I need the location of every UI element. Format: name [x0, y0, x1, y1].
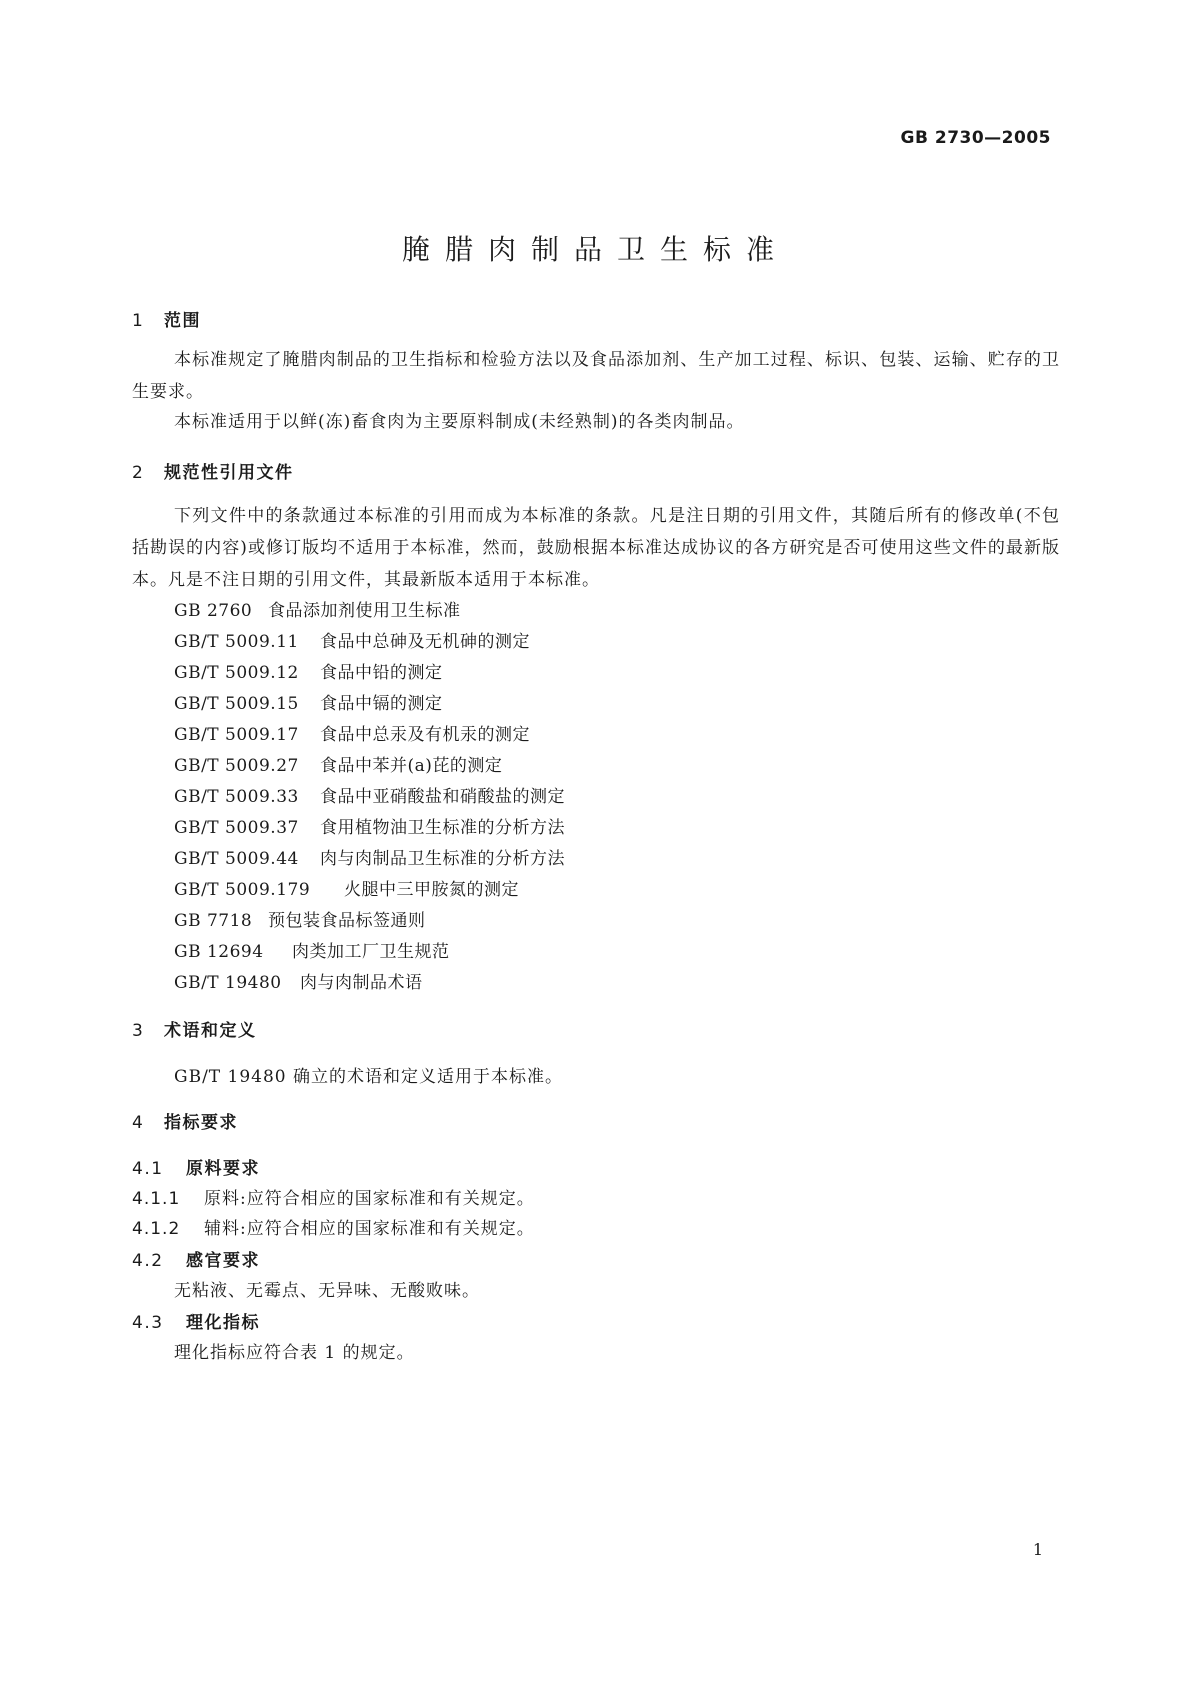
- section-number: 4: [132, 1113, 145, 1133]
- subsection-title: 原料要求: [186, 1159, 260, 1179]
- reference-code: GB/T 5009.11: [174, 632, 299, 652]
- reference-code: GB/T 5009.27: [174, 756, 299, 776]
- reference-item: [174, 627, 530, 652]
- reference-item: [174, 751, 502, 776]
- reference-title: 肉与肉制品卫生标准的分析方法: [320, 849, 565, 869]
- subsection-number: 4.2: [132, 1251, 164, 1271]
- subsection-title: 感官要求: [186, 1251, 260, 1271]
- reference-code: GB/T 5009.15: [174, 694, 299, 714]
- subsection-number: 4.3: [132, 1313, 164, 1333]
- standard-code: GB 2730—2005: [900, 128, 1051, 148]
- reference-item: [174, 782, 565, 807]
- section-number: 1: [132, 311, 145, 331]
- reference-code: GB 12694: [174, 942, 264, 962]
- clause-text: 辅料:应符合相应的国家标准和有关规定。: [204, 1219, 535, 1239]
- reference-item: [174, 813, 565, 838]
- clause-number: 4.1.2: [132, 1219, 181, 1239]
- reference-title: 火腿中三甲胺氮的测定: [344, 880, 519, 900]
- section-3-heading: [132, 1016, 257, 1041]
- reference-item: [174, 937, 450, 962]
- reference-title: 预包装食品标签通则: [268, 911, 426, 931]
- reference-title: 食品中镉的测定: [320, 694, 443, 714]
- reference-title: 肉与肉制品术语: [300, 973, 423, 993]
- section-title: 指标要求: [164, 1113, 238, 1133]
- section-3-paragraph-1: GB/T 19480 确立的术语和定义适用于本标准。: [174, 1067, 564, 1087]
- clause-number: 4.1.1: [132, 1189, 181, 1209]
- reference-item: [174, 689, 443, 714]
- section-4-2-text: 无粘液、无霉点、无异味、无酸败味。: [174, 1281, 480, 1301]
- section-1-heading: [132, 306, 201, 331]
- subsection-title: 理化指标: [186, 1313, 260, 1333]
- reference-code: GB/T 5009.12: [174, 663, 299, 683]
- section-title: 范围: [164, 311, 201, 331]
- reference-item: [174, 658, 443, 683]
- reference-code: GB/T 5009.17: [174, 725, 299, 745]
- reference-item: [174, 875, 519, 900]
- reference-item: [174, 906, 426, 931]
- section-1-paragraph-2: 本标准适用于以鲜(冻)畜食肉为主要原料制成(未经熟制)的各类肉制品。: [174, 412, 745, 432]
- reference-title: 食品中总汞及有机汞的测定: [320, 725, 530, 745]
- reference-item: [174, 968, 423, 993]
- section-4-3-heading: [132, 1308, 260, 1333]
- reference-code: GB/T 5009.33: [174, 787, 299, 807]
- reference-code: GB/T 19480: [174, 973, 282, 993]
- section-1-paragraph-1: 本标准规定了腌腊肉制品的卫生指标和检验方法以及食品添加剂、生产加工过程、标识、包装、运输、贮存的卫生要求。: [132, 350, 1060, 402]
- section-4-2-heading: [132, 1246, 260, 1271]
- section-number: 3: [132, 1021, 145, 1041]
- subsection-number: 4.1: [132, 1159, 164, 1179]
- section-title: 规范性引用文件: [164, 463, 294, 483]
- section-4-3-text: 理化指标应符合表 1 的规定。: [174, 1343, 415, 1363]
- reference-item: [174, 844, 565, 869]
- reference-title: 食用植物油卫生标准的分析方法: [320, 818, 565, 838]
- section-number: 2: [132, 463, 145, 483]
- reference-item: [174, 596, 461, 621]
- document-title: 腌腊肉制品卫生标准: [401, 233, 789, 266]
- section-4-1-1: [132, 1184, 535, 1209]
- section-title: 术语和定义: [164, 1021, 257, 1041]
- reference-code: GB/T 5009.37: [174, 818, 299, 838]
- section-4-1-2: [132, 1214, 535, 1239]
- reference-code: GB 7718: [174, 911, 253, 931]
- section-2-heading: [132, 458, 294, 483]
- reference-title: 食品中总砷及无机砷的测定: [320, 632, 530, 652]
- reference-code: GB/T 5009.44: [174, 849, 299, 869]
- reference-title: 肉类加工厂卫生规范: [292, 942, 450, 962]
- reference-title: 食品中亚硝酸盐和硝酸盐的测定: [320, 787, 565, 807]
- reference-item: [174, 720, 530, 745]
- page-number: 1: [1032, 1540, 1043, 1559]
- reference-code: GB/T 5009.179: [174, 880, 311, 900]
- reference-title: 食品中铅的测定: [320, 663, 443, 683]
- section-2-paragraph-1: 下列文件中的条款通过本标准的引用而成为本标准的条款。凡是注日期的引用文件，其随后所有的修改单(不包括勘误的内容)或修订版均不适用于本标准，然而，鼓励根据本标准达成协议的各方研究是否可使用这些文件的最新版本。凡是不注日期的引用文件，其最新版本适用于本标准。: [132, 506, 1060, 590]
- section-4-heading: [132, 1108, 238, 1133]
- reference-code: GB 2760: [174, 601, 253, 621]
- section-4-1-heading: [132, 1154, 260, 1179]
- clause-text: 原料:应符合相应的国家标准和有关规定。: [204, 1189, 535, 1209]
- reference-title: 食品中苯并(a)芘的测定: [320, 756, 503, 776]
- reference-title: 食品添加剂使用卫生标准: [268, 601, 461, 621]
